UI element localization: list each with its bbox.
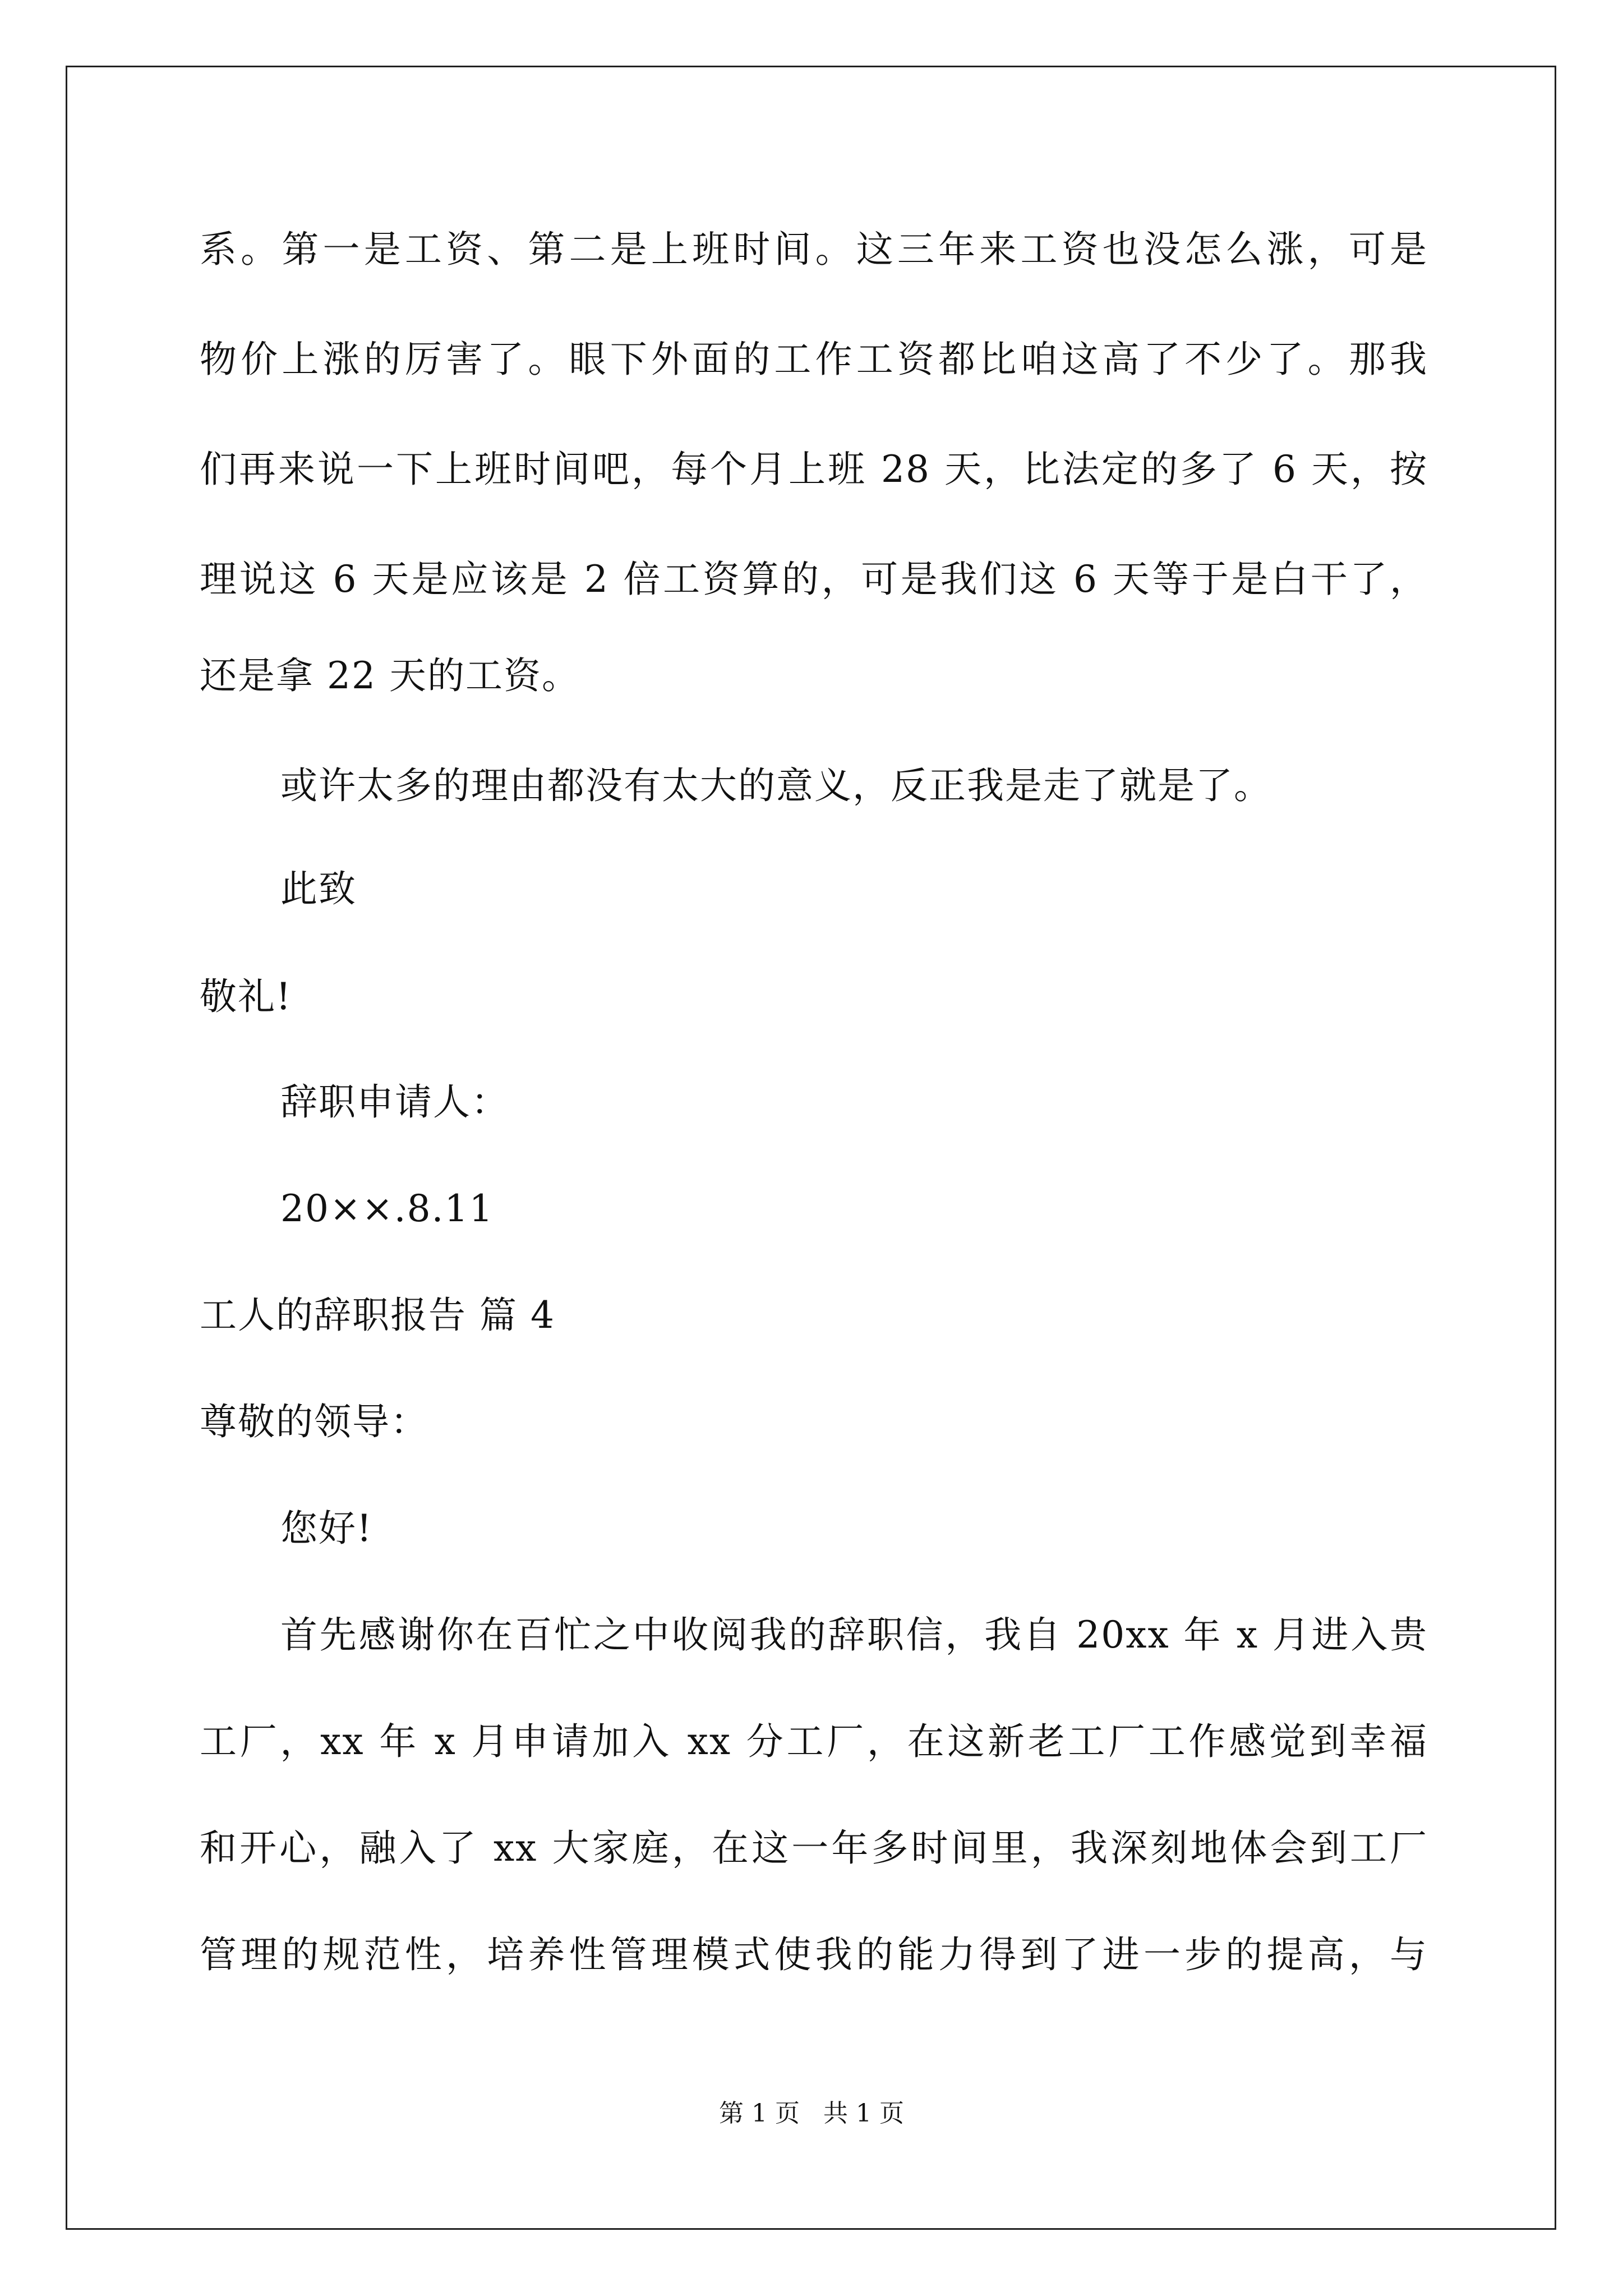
paragraph-line: 管理的规范性，培养性管理模式使我的能力得到了进一步的提高，与: [200, 1933, 1428, 1976]
greeting-line: 尊敬的领导：: [200, 1400, 428, 1443]
paragraph-line: 工厂，xx 年 x 月申请加入 xx 分工厂，在这新老工厂工作感觉到幸福: [200, 1720, 1428, 1763]
signature-label: 辞职申请人：: [280, 1080, 509, 1124]
closing-salutation: 此致: [280, 867, 357, 910]
paragraph-line: 还是拿 22 天的工资。: [200, 654, 580, 697]
paragraph-line: 首先感谢你在百忙之中收阅我的辞职信，我自 20xx 年 x 月进入贵: [280, 1613, 1428, 1657]
paragraph-line: 或许太多的理由都没有太大的意义，反正我是走了就是了。: [280, 764, 1272, 807]
page-footer: 第 1 页 共 1 页: [719, 2099, 904, 2128]
paragraph-line: 和开心，融入了 xx 大家庭，在这一年多时间里，我深刻地体会到工厂: [200, 1826, 1428, 1870]
greeting-line: 您好!: [280, 1507, 373, 1550]
closing-regards: 敬礼!: [200, 975, 292, 1018]
paragraph-line: 系。第一是工资、第二是上班时间。这三年来工资也没怎么涨，可是: [200, 228, 1428, 271]
date-line: 20××.8.11: [280, 1187, 494, 1230]
page-border: [66, 66, 1556, 2230]
paragraph-line: 们再来说一下上班时间吧，每个月上班 28 天，比法定的多了 6 天，按: [200, 448, 1428, 491]
paragraph-line: 物价上涨的厉害了。眼下外面的工作工资都比咱这高了不少了。那我: [200, 338, 1428, 381]
paragraph-line: 理说这 6 天是应该是 2 倍工资算的，可是我们这 6 天等于是白干了，: [200, 558, 1428, 601]
section-heading: 工人的辞职报告 篇 4: [200, 1294, 555, 1337]
